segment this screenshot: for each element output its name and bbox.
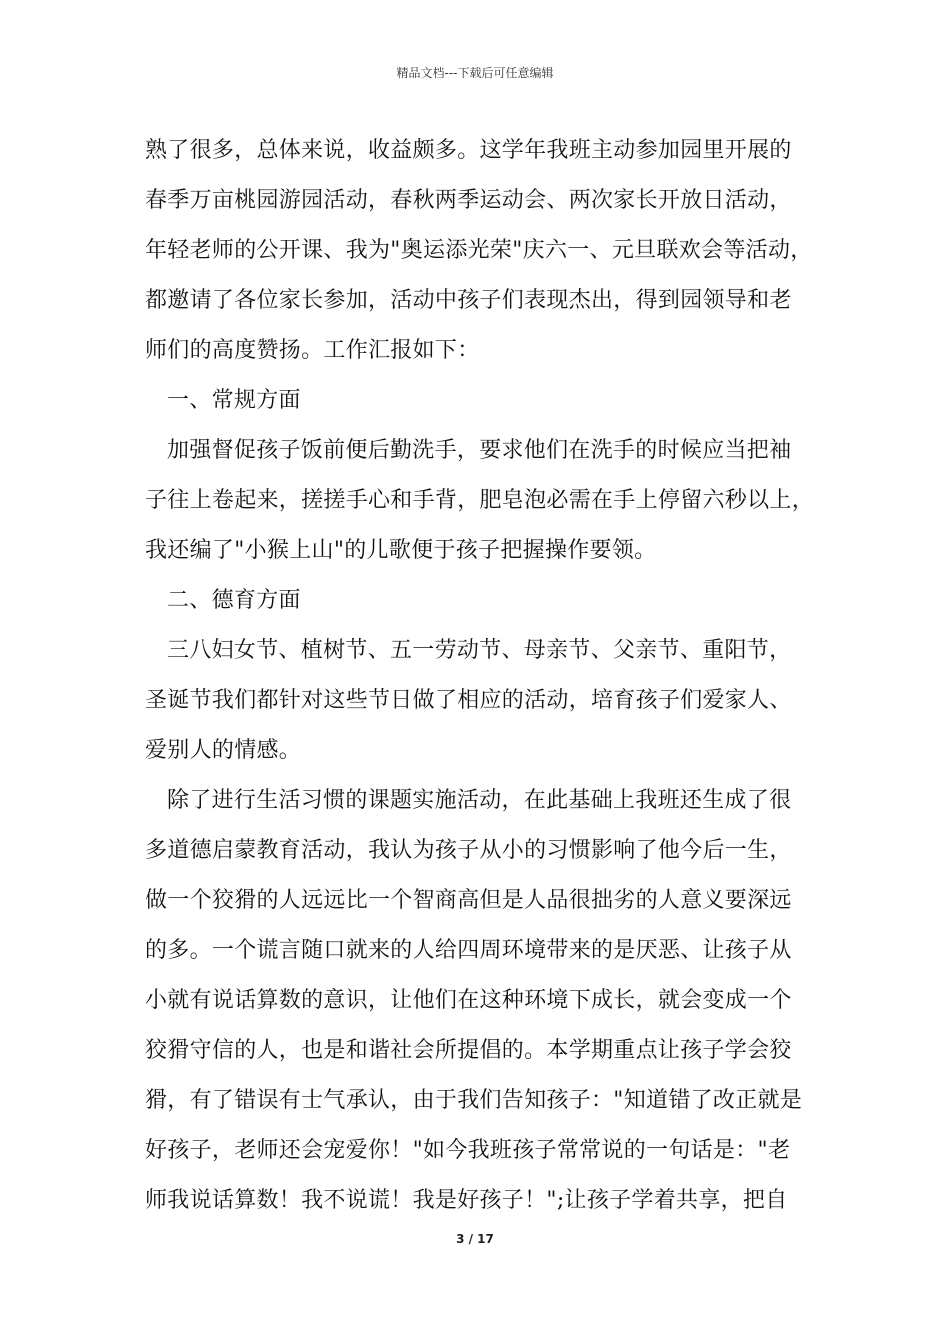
text-line: 小就有说话算数的意识，让他们在这种环境下成长，就会变成一个: [145, 988, 792, 1013]
text-line: 做一个狡猾的人远远比一个智商高但是人品很拙劣的人意义要深远: [145, 888, 792, 913]
text-line: 我还编了"小猴上山"的儿歌便于孩子把握操作要领。: [145, 538, 657, 563]
text-line: 的多。一个谎言随口就来的人给四周环境带来的是厌恶、让孩子从: [145, 938, 792, 963]
text-line: 好孩子，老师还会宠爱你！"如今我班孩子常常说的一句话是："老: [145, 1138, 791, 1163]
text-line: 爱别人的情感。: [145, 738, 302, 763]
text-line: 狡猾守信的人，也是和谐社会所提倡的。本学期重点让孩子学会狡: [145, 1038, 792, 1063]
text-line: 加强督促孩子饭前便后勤洗手，要求他们在洗手的时候应当把袖: [167, 438, 792, 463]
text-line: 师们的高度赞扬。工作汇报如下：: [145, 338, 480, 363]
text-line: 一、常规方面: [167, 388, 301, 413]
text-line: 猾，有了错误有士气承认，由于我们告知孩子："知道错了改正就是: [145, 1088, 803, 1113]
text-line: 春季万亩桃园游园活动，春秋两季运动会、两次家长开放日活动，: [145, 188, 792, 213]
text-line: 都邀请了各位家长参加，活动中孩子们表现杰出，得到园领导和老: [145, 288, 792, 313]
text-line: 二、德育方面: [167, 588, 301, 613]
text-line: 师我说话算数！我不说谎！我是好孩子！";让孩子学着共享，把自: [145, 1188, 788, 1213]
document-body: [145, 126, 817, 1226]
text-line: 子往上卷起来，搓搓手心和手背，肥皂泡必需在手上停留六秒以上，: [145, 488, 815, 513]
page-number: 3 / 17: [456, 1232, 494, 1246]
text-line: 熟了很多，总体来说，收益颇多。这学年我班主动参加园里开展的: [145, 138, 792, 163]
text-line: 圣诞节我们都针对这些节日做了相应的活动，培育孩子们爱家人、: [145, 688, 792, 713]
text-line: 除了进行生活习惯的课题实施活动，在此基础上我班还生成了很: [167, 788, 792, 813]
text-line: 三八妇女节、植树节、五一劳动节、母亲节、父亲节、重阳节，: [167, 638, 792, 663]
text-line: 多道德启蒙教育活动，我认为孩子从小的习惯影响了他今后一生，: [145, 838, 792, 863]
text-line: 年轻老师的公开课、我为"奥运添光荣"庆六一、元旦联欢会等活动，: [145, 238, 813, 263]
page-header: 精品文档---下载后可任意编辑: [396, 66, 554, 80]
